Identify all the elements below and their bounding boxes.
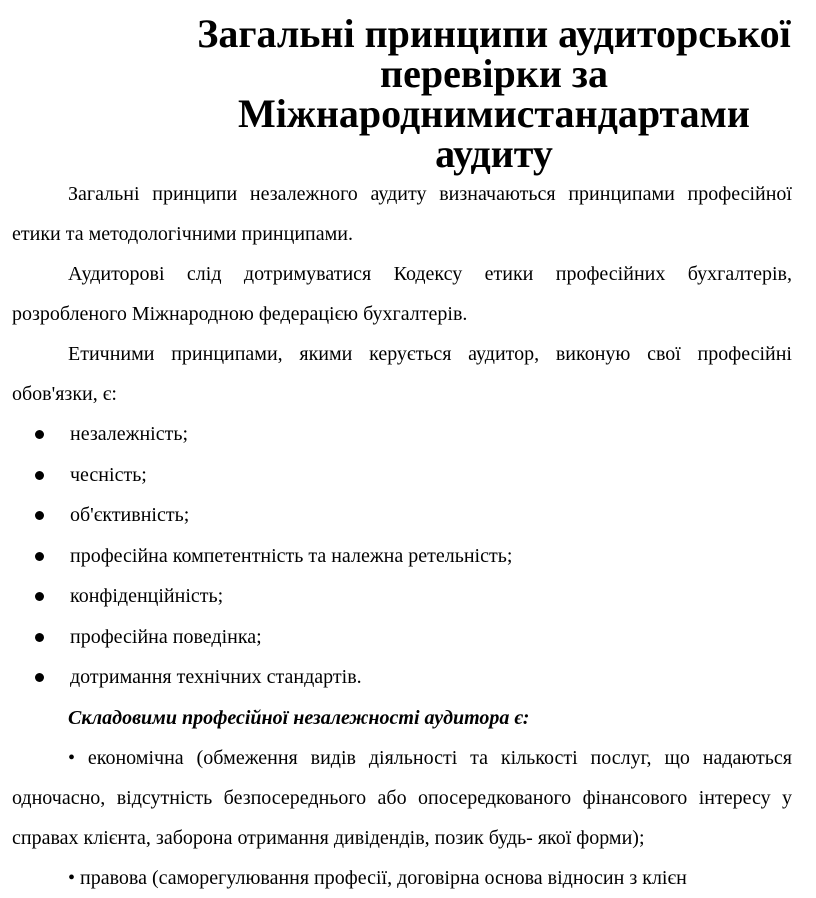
paragraph-code-of-ethics: Аудиторові слід дотримуватися Кодексу етики професійних бухгалтерів, розробленого Міжнародною федерацією бухгалтерів. bbox=[12, 263, 792, 325]
bullet-icon bbox=[35, 511, 44, 520]
bullet-icon bbox=[35, 673, 44, 682]
paragraph-general-principles: Загальні принципи незалежного аудиту визначаються принципами професійної етики та методологічними принципами. bbox=[12, 183, 792, 245]
list-item-text: чесність; bbox=[70, 463, 147, 486]
bullet-icon bbox=[35, 592, 44, 601]
list-item bbox=[12, 576, 792, 617]
list-item bbox=[12, 617, 792, 658]
ethical-principles-list bbox=[12, 414, 792, 698]
bullet-icon bbox=[35, 552, 44, 561]
list-item-text: конфіденційність; bbox=[70, 585, 224, 607]
list-item-text: професійна поведінка; bbox=[70, 625, 262, 648]
subheading-independence: Складовими професійної незалежності аудитора є: bbox=[68, 706, 530, 729]
list-item bbox=[12, 495, 792, 536]
document-title bbox=[12, 11, 792, 176]
list-item-text: професійна компетентність та належна ретельність; bbox=[70, 544, 513, 567]
list-item bbox=[12, 414, 792, 455]
bullet-icon bbox=[35, 471, 44, 480]
list-item bbox=[12, 536, 792, 577]
list-item bbox=[12, 455, 792, 496]
list-item-text: незалежність; bbox=[70, 423, 189, 445]
title-line-1: Загальні принципи аудиторської перевірки за bbox=[197, 11, 791, 96]
list-item bbox=[12, 657, 792, 698]
paragraph-ethical-principles: Етичними принципами, якими керується аудитор, виконую свої професійні обов'язки, є: bbox=[12, 343, 792, 405]
list-item-text: дотримання технічних стандартів. bbox=[70, 666, 362, 688]
title-line-2: Міжнароднимистандартами аудиту bbox=[238, 91, 750, 176]
bullet-icon bbox=[35, 633, 44, 642]
paragraph-economic-independence: • економічна (обмеження видів діяльності та кількості послуг, що надаються одночасно, відсутність безпосереднього або опосередкованого фінансового інтересу у справах клієнта, заборона отримання дивідендів, позик будь- якої форми); bbox=[12, 746, 792, 849]
paragraph-legal-independence: • правова (саморегулювання професії, договірна основа відносин з клієн bbox=[68, 866, 687, 889]
bullet-icon bbox=[35, 430, 44, 439]
list-item-text: об'єктивність; bbox=[70, 504, 190, 526]
document-page bbox=[12, 11, 792, 898]
